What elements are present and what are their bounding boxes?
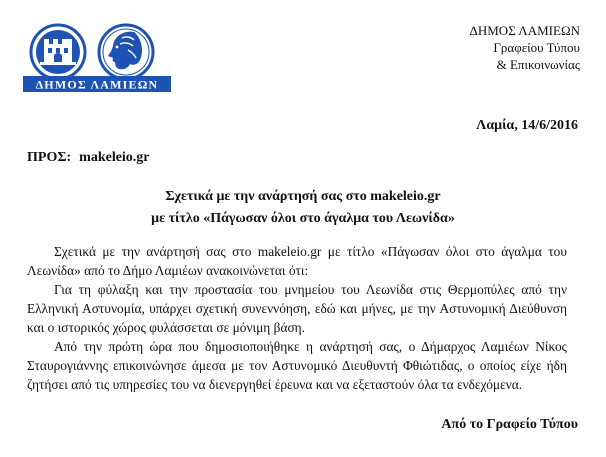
body-paragraph: Σχετικά με την ανάρτησή σας στο makeleio.gr με τίτλο «Πάγωσαν όλοι στο άγαλμα του Λεωνίδα» από το Δήμο Λαμιέων ανακοινώνεται ότι: [27, 244, 567, 278]
letter-body [27, 242, 567, 394]
body-paragraph: Από την πρώτη ώρα που δημοσιοποιήθηκε η ανάρτησή σας, ο Δήμαρχος Λαμιέων Νίκος Σταυρογιάννης επικοινώνησε άμεσα με τον Αστυνομικό Διευθυντή Φθιώτιδας, ο οποίος είχε ήδη ζητήσει από τις υπηρεσίες του να διενεργηθεί έρευνα και να εξεταστούν όλα τα ενδεχόμενα. [27, 339, 567, 392]
subject-line: Σχετικά με την ανάρτησή σας στο makeleio.gr [165, 189, 441, 204]
issuer-line: ΔΗΜΟΣ ΛΑΜΙΕΩΝ [469, 23, 580, 38]
place-date: Λαμία, 14/6/2016 [476, 118, 578, 133]
body-paragraph: Για τη φύλαξη και την προστασία του μνημείου του Λεωνίδα στις Θερμοπύλες από την Ελληνική Αστυνομία, υπάρχει σχετική συνεννόηση, εδώ και μήνες, με την Αστυνομική Διεύθυνση και ο ιστορικός χώρος φυλάσσεται σε μόνιμη βάση. [27, 282, 567, 335]
dimos-lamieon-logo [18, 22, 176, 94]
head-profile-coin-icon [99, 25, 153, 79]
recipient-value: makeleio.gr [79, 150, 150, 165]
subject-line: με τίτλο «Πάγωσαν όλοι στο άγαλμα του Λεωνίδα» [151, 211, 455, 226]
issuer-line: & Επικοινωνίας [496, 57, 580, 72]
fortress-coin-icon [31, 25, 85, 79]
recipient-label: ΠΡΟΣ: [27, 150, 72, 165]
issuer-line: Γραφείου Τύπου [493, 40, 580, 55]
recipient-line [27, 150, 150, 166]
issuer-block [470, 22, 581, 73]
subject-heading [0, 186, 606, 230]
signoff: Από το Γραφείο Τύπου [441, 417, 578, 432]
logo-caption: ΔΗΜΟΣ ΛΑΜΙΕΩΝ [35, 77, 159, 92]
